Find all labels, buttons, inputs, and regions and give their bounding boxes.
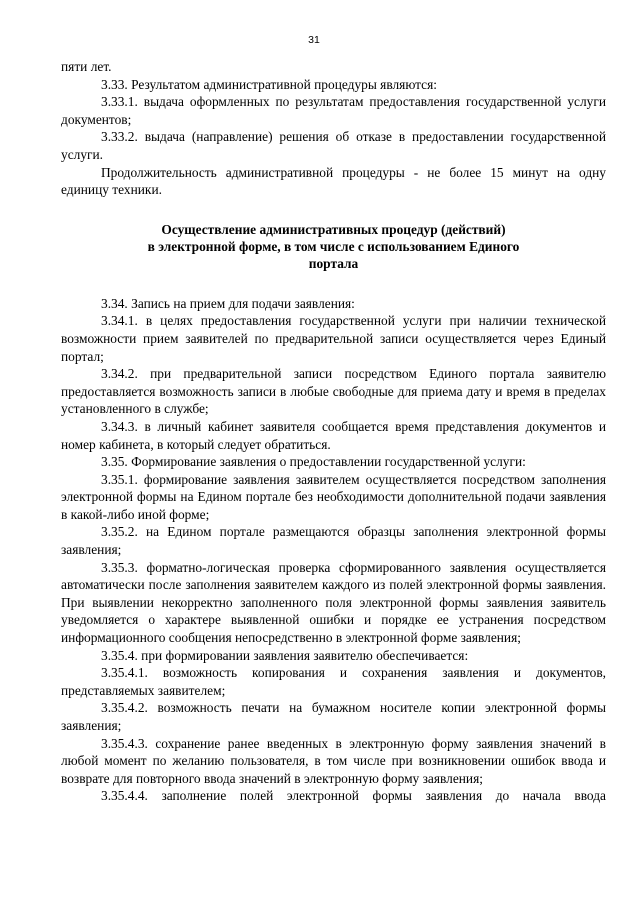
paragraph: 3.34. Запись на прием для подачи заявления: bbox=[101, 295, 355, 311]
paragraph: 3.33.1. выдача оформленных по результатам предоставления государственной услуги документов; bbox=[61, 94, 606, 127]
paragraph: 3.35. Формирование заявления о предоставлении государственной услуги: bbox=[101, 454, 526, 470]
paragraph: 3.34.2. при предварительной записи посредством Единого портала заявителю предоставляется возможность записи в любые свободные для приема дату и время в пределах установленного в службе; bbox=[61, 366, 606, 417]
paragraph: 3.35.4.4. заполнение полей электронной формы заявления до начала ввода bbox=[101, 788, 606, 804]
section-heading-line: в электронной форме, в том числе с использованием Единого bbox=[147, 238, 520, 254]
paragraph: 3.33.2. выдача (направление) решения об отказе в предоставлении государственной услуги. bbox=[61, 129, 606, 162]
paragraph: 3.35.4.1. возможность копирования и сохранения заявления и документов, представляемых заявителем; bbox=[61, 665, 606, 698]
paragraph: 3.34.1. в целях предоставления государственной услуги при наличии технической возможности прием заявителей по предварительной записи осуществляется через Единый портал; bbox=[61, 313, 606, 364]
section-heading-line: портала bbox=[308, 255, 359, 271]
page-content bbox=[61, 58, 606, 805]
paragraph: 3.33. Результатом административной процедуры являются: bbox=[101, 76, 437, 92]
section-heading bbox=[61, 221, 606, 272]
paragraph: 3.35.1. формирование заявления заявителем осуществляется посредством заполнения электронной формы на Едином портале без необходимости дополнительной подачи заявления в какой-либо иной форме; bbox=[61, 471, 606, 522]
paragraph: 3.35.4.3. сохранение ранее введенных в электронную форму заявления значений в любой момент по желанию пользователя, в том числе при возникновении ошибок ввода и возврате для повторного ввода значений в электронную форму заявления; bbox=[61, 735, 606, 786]
section-heading-line: Осуществление административных процедур (действий) bbox=[161, 221, 506, 237]
paragraph: 3.35.2. на Едином портале размещаются образцы заполнения электронной формы заявления; bbox=[61, 524, 606, 558]
paragraph: Продолжительность административной процедуры - не более 15 минут на одну единицу техники. bbox=[61, 164, 606, 198]
paragraph: 3.35.3. форматно-логическая проверка сформированного заявления осуществляется автоматически после заполнения заявителем каждого из полей электронной формы заявления. При выявлении некорректно заполненного поля электронной формы заявления заявитель уведомляется о характере выявленной ошибки и порядке ее устранения посредством информационного сообщения непосредственно в электронной форме заявления; bbox=[61, 559, 606, 646]
page-number: 31 bbox=[308, 34, 320, 46]
paragraph: 3.35.4.2. возможность печати на бумажном носителе копии электронной формы заявления; bbox=[61, 700, 606, 733]
paragraph: 3.35.4. при формировании заявления заявителю обеспечивается: bbox=[101, 647, 469, 663]
paragraph: пяти лет. bbox=[61, 59, 112, 74]
paragraph: 3.34.3. в личный кабинет заявителя сообщается время представления документов и номер кабинета, в который следует обратиться. bbox=[61, 418, 606, 452]
